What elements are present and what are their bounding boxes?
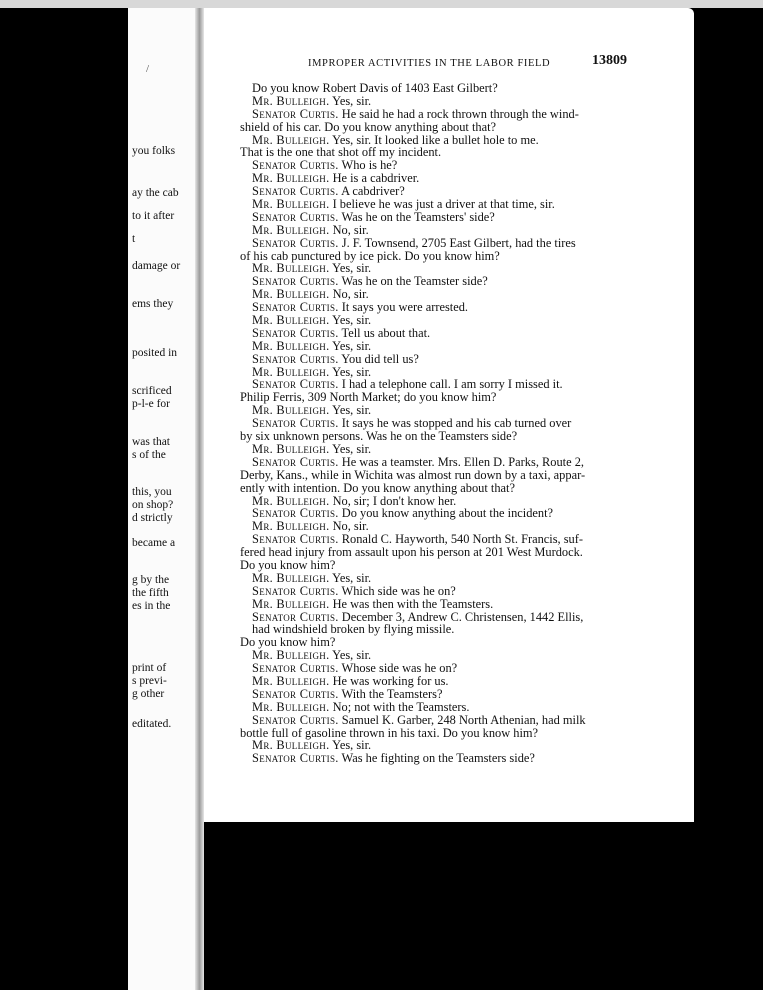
speaker-name: Mr. Bulleigh. (252, 261, 330, 276)
scan-bottom-margin (204, 822, 694, 990)
line-text: ently with intention. Do you know anything about that? (240, 480, 515, 495)
line-text: Ronald C. Hayworth, 540 North St. Francis, suf- (338, 532, 584, 547)
line-text: It says you were arrested. (338, 300, 469, 315)
speaker-name: Mr. Bulleigh. (252, 596, 330, 611)
speaker-name: Mr. Bulleigh. (252, 132, 330, 147)
speaker-name: Mr. Bulleigh. (252, 313, 330, 328)
line-text: had windshield broken by flying missile. (252, 622, 455, 637)
line-text: He is a cabdriver. (329, 171, 420, 186)
speaker-name: Mr. Bulleigh. (252, 493, 330, 508)
line-text: No, sir. (329, 519, 369, 534)
speaker-name: Mr. Bulleigh. (252, 648, 330, 663)
line-text: Do you know Robert Davis of 1403 East Gilbert? (252, 81, 498, 95)
page-speck: / (146, 63, 150, 75)
line-text: It says he was stopped and his cab turned over (338, 416, 572, 431)
line-text: Which side was he on? (338, 583, 456, 598)
facing-page-fragment: became a (132, 537, 176, 549)
line-text: Tell us about that. (338, 325, 431, 340)
speaker-name: Senator Curtis. (252, 661, 339, 676)
document-page (204, 8, 694, 822)
line-text: Yes, sir. It looked like a bullet hole to me. (329, 132, 539, 147)
speaker-name: Senator Curtis. (252, 416, 339, 431)
line-text: bottle full of gasoline thrown in his taxi. Do you know him? (240, 725, 539, 740)
line-text: Yes, sir. (329, 364, 372, 379)
speaker-name: Senator Curtis. (252, 377, 339, 392)
speaker-name: Senator Curtis. (252, 583, 339, 598)
line-text: No, sir. (329, 222, 369, 237)
facing-page-fragment: print of (132, 662, 167, 674)
facing-page-fragment: to it after (132, 210, 175, 222)
line-text: by six unknown persons. Was he on the Teamsters side? (240, 429, 518, 444)
speaker-name: Mr. Bulleigh. (252, 338, 330, 353)
facing-page-fragment: s of the (132, 449, 166, 461)
line-text: of his cab punctured by ice pick. Do you know him? (240, 248, 500, 263)
speaker-name: Senator Curtis. (252, 184, 339, 199)
running-head: IMPROPER ACTIVITIES IN THE LABOR FIELD (308, 58, 551, 69)
line-text: Was he on the Teamster side? (338, 274, 488, 289)
facing-page-fragment: s previ- (132, 675, 167, 687)
line-text: That is the one that shot off my incident. (240, 145, 442, 160)
facing-page-fragment: ay the cab (132, 187, 179, 199)
line-text: Yes, sir. (329, 441, 372, 456)
hearing-transcript (240, 82, 636, 765)
book-gutter (195, 8, 204, 990)
line-text: Who is he? (338, 158, 398, 173)
line-text: J. F. Townsend, 2705 East Gilbert, had the tires (338, 235, 576, 250)
line-text: He was working for us. (329, 673, 449, 688)
speaker-name: Senator Curtis. (252, 532, 339, 547)
transcript-line (240, 752, 636, 765)
facing-page-fragment: ems they (132, 298, 174, 310)
line-text: You did tell us? (338, 351, 419, 366)
facing-page-fragment: editated. (132, 718, 172, 730)
line-text: Do you know him? (240, 635, 336, 650)
line-text: December 3, Andrew C. Christensen, 1442 Ellis, (338, 609, 584, 624)
page-number: 13809 (592, 53, 627, 68)
speaker-name: Mr. Bulleigh. (252, 197, 330, 212)
facing-page-fragment: es in the (132, 600, 171, 612)
line-text: Yes, sir. (329, 738, 372, 753)
facing-page-fragment: you folks (132, 145, 176, 157)
speaker-name: Senator Curtis. (252, 351, 339, 366)
facing-page-fragment: scrificed (132, 385, 172, 397)
line-text: Derby, Kans., while in Wichita was almost run down by a taxi, appar- (240, 467, 586, 482)
speaker-name: Mr. Bulleigh. (252, 441, 330, 456)
line-text: Yes, sir. (329, 93, 372, 108)
line-text: Yes, sir. (329, 338, 372, 353)
speaker-name: Mr. Bulleigh. (252, 699, 330, 714)
facing-page-fragment: p-l-e for (132, 398, 170, 410)
speaker-name: Senator Curtis. (252, 609, 339, 624)
line-text: fered head injury from assault upon his person at 201 West Murdock. (240, 545, 583, 560)
speaker-name: Senator Curtis. (252, 325, 339, 340)
line-text: No, sir; I don't know her. (329, 493, 457, 508)
line-text: Was he fighting on the Teamsters side? (338, 751, 535, 766)
facing-page-fragment: g other (132, 688, 165, 700)
line-text: Do you know him? (240, 557, 336, 572)
speaker-name: Senator Curtis. (252, 712, 339, 727)
facing-page-fragment: d strictly (132, 512, 173, 524)
line-text: He said he had a rock thrown through the wind- (338, 106, 579, 121)
line-text: He was a teamster. Mrs. Ellen D. Parks, Route 2, (338, 454, 585, 469)
line-text: Yes, sir. (329, 648, 372, 663)
line-text: I had a telephone call. I am sorry I missed it. (338, 377, 563, 392)
speaker-name: Senator Curtis. (252, 686, 339, 701)
line-text: Samuel K. Garber, 248 North Athenian, had milk (338, 712, 586, 727)
line-text: No, sir. (329, 287, 369, 302)
line-text: With the Teamsters? (338, 686, 443, 701)
speaker-name: Senator Curtis. (252, 209, 339, 224)
speaker-name: Mr. Bulleigh. (252, 673, 330, 688)
speaker-name: Mr. Bulleigh. (252, 287, 330, 302)
speaker-name: Mr. Bulleigh. (252, 403, 330, 418)
speaker-name: Mr. Bulleigh. (252, 570, 330, 585)
speaker-name: Mr. Bulleigh. (252, 364, 330, 379)
line-text: No; not with the Teamsters. (329, 699, 470, 714)
line-text: He was then with the Teamsters. (329, 596, 494, 611)
speaker-name: Senator Curtis. (252, 506, 339, 521)
speaker-name: Senator Curtis. (252, 751, 339, 766)
line-text: Yes, sir. (329, 313, 372, 328)
speaker-name: Mr. Bulleigh. (252, 738, 330, 753)
facing-page-fragment: this, you (132, 486, 172, 498)
line-text: shield of his car. Do you know anything about that? (240, 119, 497, 134)
speaker-name: Senator Curtis. (252, 158, 339, 173)
line-text: Yes, sir. (329, 570, 372, 585)
speaker-name: Senator Curtis. (252, 300, 339, 315)
facing-page-fragment: g by the (132, 574, 170, 586)
facing-page-fragment: t (132, 233, 136, 245)
facing-page-fragment: was that (132, 436, 171, 448)
speaker-name: Mr. Bulleigh. (252, 519, 330, 534)
line-text: A cabdriver? (338, 184, 405, 199)
scan-top-strip (0, 0, 763, 8)
facing-page-fragment: the fifth (132, 587, 169, 599)
speaker-name: Senator Curtis. (252, 274, 339, 289)
facing-page-fragment: damage or (132, 260, 181, 272)
line-text: I believe he was just a driver at that time, sir. (329, 197, 555, 212)
line-text: Yes, sir. (329, 403, 372, 418)
line-text: Yes, sir. (329, 261, 372, 276)
line-text: Philip Ferris, 309 North Market; do you know him? (240, 390, 497, 405)
speaker-name: Senator Curtis. (252, 235, 339, 250)
facing-page-fragment: on shop? (132, 499, 174, 511)
line-text: Was he on the Teamsters' side? (338, 209, 495, 224)
speaker-name: Senator Curtis. (252, 106, 339, 121)
facing-page-fragment: posited in (132, 347, 178, 359)
line-text: Whose side was he on? (338, 661, 458, 676)
line-text: Do you know anything about the incident? (338, 506, 554, 521)
facing-page-edge (128, 8, 204, 990)
speaker-name: Senator Curtis. (252, 454, 339, 469)
speaker-name: Mr. Bulleigh. (252, 93, 330, 108)
speaker-name: Mr. Bulleigh. (252, 171, 330, 186)
speaker-name: Mr. Bulleigh. (252, 222, 330, 237)
